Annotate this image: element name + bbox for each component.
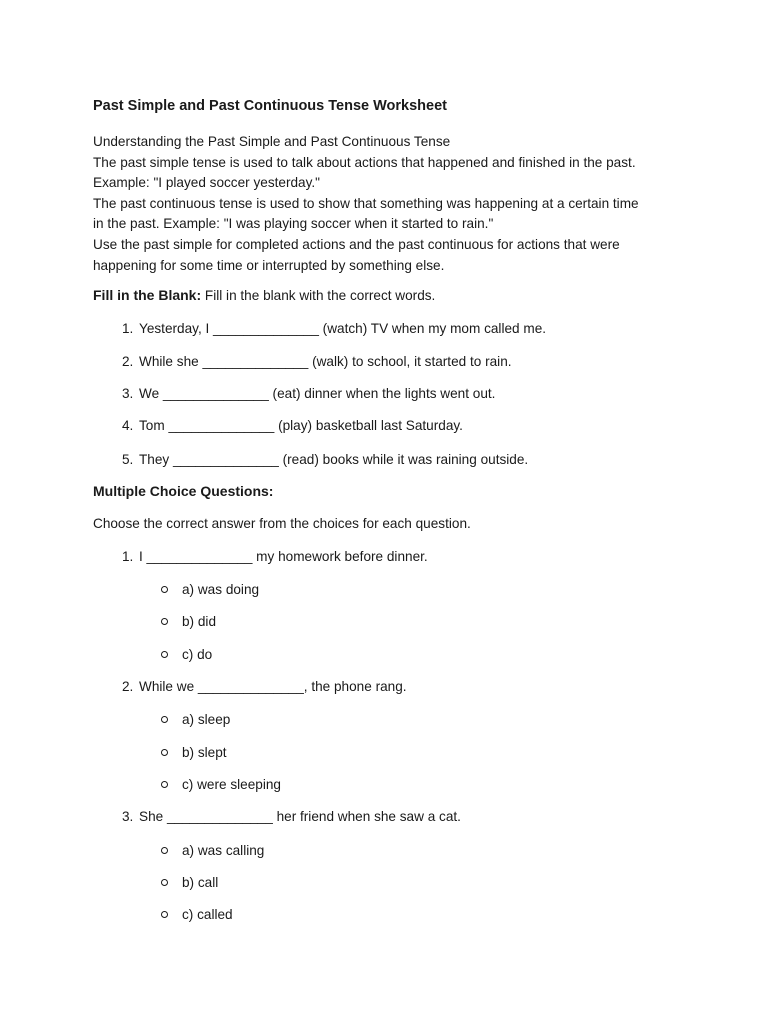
option-text: a) sleep — [182, 712, 231, 727]
worksheet-title: Past Simple and Past Continuous Tense Worksheet — [93, 98, 447, 114]
question-number: 1. — [122, 549, 134, 564]
option-text: a) was calling — [182, 843, 265, 858]
fill-blank-item — [122, 354, 512, 369]
circle-bullet-icon — [161, 749, 168, 756]
item-number: 3. — [122, 386, 134, 401]
multiple-choice-heading — [93, 483, 273, 499]
option-text: b) slept — [182, 745, 227, 760]
mc-option — [161, 647, 212, 662]
mc-question — [122, 679, 407, 694]
intro-line: in the past. Example: "I was playing soccer when it started to rain." — [93, 216, 494, 232]
item-number: 1. — [122, 321, 134, 336]
item-text: While she ______________ (walk) to school, it started to rain. — [139, 354, 512, 369]
option-text: c) called — [182, 907, 233, 922]
item-number: 2. — [122, 354, 134, 369]
intro-line: The past continuous tense is used to show that something was happening at a certain time — [93, 195, 639, 211]
mc-option — [161, 777, 281, 792]
question-number: 3. — [122, 809, 134, 824]
fill-blank-item — [122, 452, 528, 467]
circle-bullet-icon — [161, 651, 168, 658]
fill-blank-instruction: Fill in the blank with the correct words. — [201, 288, 436, 303]
intro-line: Use the past simple for completed actions and the past continuous for actions that were — [93, 236, 620, 252]
mc-option — [161, 843, 264, 858]
mc-option — [161, 875, 218, 890]
item-text: Tom ______________ (play) basketball last Saturday. — [139, 418, 463, 433]
intro-section — [93, 132, 683, 276]
fill-blank-item — [122, 321, 546, 336]
fill-blank-item — [122, 418, 463, 433]
mc-question — [122, 549, 428, 564]
circle-bullet-icon — [161, 618, 168, 625]
circle-bullet-icon — [161, 716, 168, 723]
item-text: They ______________ (read) books while it was raining outside. — [139, 452, 529, 467]
item-number: 5. — [122, 452, 134, 467]
multiple-choice-instruction: Choose the correct answer from the choices for each question. — [93, 516, 471, 531]
item-number: 4. — [122, 418, 134, 433]
option-text: c) do — [182, 647, 213, 662]
question-text: She ______________ her friend when she saw a cat. — [139, 809, 461, 824]
circle-bullet-icon — [161, 586, 168, 593]
option-text: b) did — [182, 614, 217, 629]
fill-blank-heading-label: Fill in the Blank: — [93, 287, 202, 303]
intro-line: happening for some time or interrupted by something else. — [93, 257, 445, 273]
mc-question — [122, 809, 461, 824]
circle-bullet-icon — [161, 879, 168, 886]
mc-option — [161, 614, 216, 629]
intro-line: Example: "I played soccer yesterday." — [93, 175, 320, 191]
option-text: a) was doing — [182, 582, 260, 597]
question-text: I ______________ my homework before dinner. — [139, 549, 428, 564]
option-text: b) call — [182, 875, 219, 890]
question-text: While we ______________, the phone rang. — [139, 679, 407, 694]
circle-bullet-icon — [161, 911, 168, 918]
multiple-choice-heading-label: Multiple Choice Questions: — [93, 483, 274, 499]
item-text: We ______________ (eat) dinner when the lights went out. — [139, 386, 496, 401]
fill-blank-item — [122, 386, 495, 401]
intro-line: Understanding the Past Simple and Past Continuous Tense — [93, 134, 451, 149]
circle-bullet-icon — [161, 847, 168, 854]
mc-option — [161, 907, 233, 922]
option-text: c) were sleeping — [182, 777, 281, 792]
item-text: Yesterday, I ______________ (watch) TV when my mom called me. — [139, 321, 547, 336]
circle-bullet-icon — [161, 781, 168, 788]
mc-option — [161, 745, 227, 760]
question-number: 2. — [122, 679, 134, 694]
intro-line: The past simple tense is used to talk about actions that happened and finished in the past. — [93, 154, 636, 170]
fill-blank-heading — [93, 287, 435, 303]
mc-option — [161, 712, 230, 727]
mc-option — [161, 582, 259, 597]
